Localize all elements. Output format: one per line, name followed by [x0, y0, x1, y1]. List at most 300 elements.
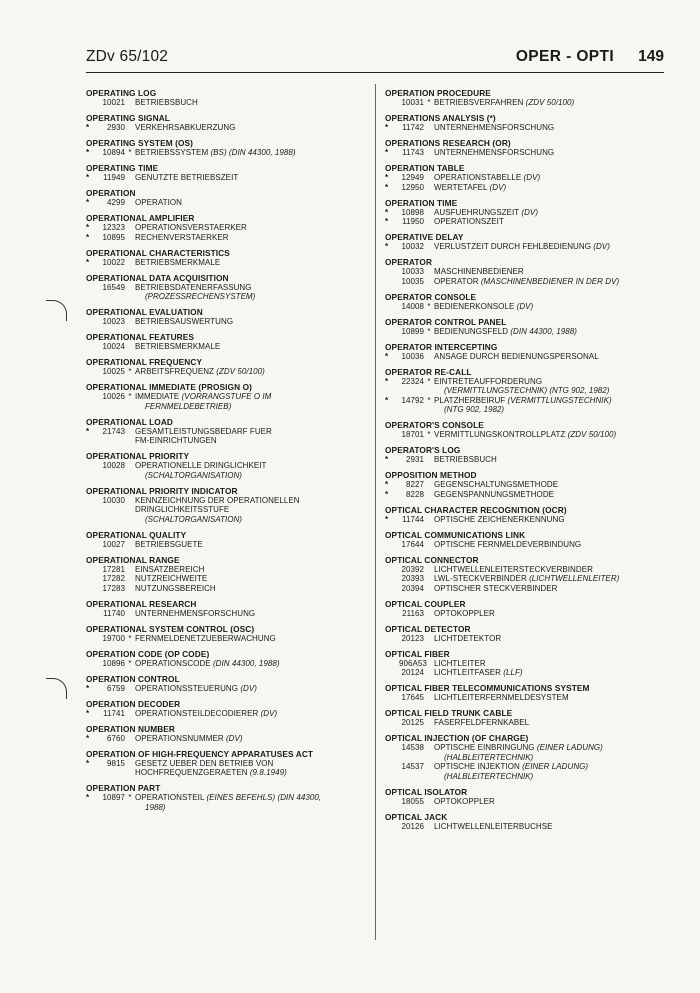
translation-text: RECHENVERSTAERKER: [135, 232, 229, 242]
translation-text: OPERATIONSCODE: [135, 658, 211, 668]
entry-code: 18701: [401, 430, 424, 439]
asterisk-marker: *: [86, 173, 90, 182]
usage-note: (VERMITTLUNGSTECHNIK): [507, 395, 612, 405]
asterisk-marker: [385, 634, 399, 644]
german-translation: [135, 198, 370, 208]
entry-code: 6759: [107, 683, 125, 693]
german-translation: [135, 223, 370, 233]
dictionary-entry: [385, 555, 665, 594]
usage-note-continuation: (SCHALTORGANISATION): [145, 470, 242, 480]
entry-term: OPTICAL COUPLER: [385, 598, 466, 609]
translation-row: [385, 515, 665, 525]
asterisk-marker: *: [385, 217, 389, 226]
star-marker: [424, 515, 434, 525]
german-translation: [434, 98, 665, 108]
asterisk-marker: [385, 327, 399, 337]
entry-term: OPERATIONAL AMPLIFIER: [86, 213, 195, 223]
star-marker: [125, 258, 135, 268]
usage-note: (DV): [489, 182, 507, 192]
entry-code: 2931: [406, 455, 424, 464]
star-marker: [424, 565, 434, 575]
dictionary-entry: [86, 307, 370, 327]
translation-row: [86, 734, 370, 744]
entry-term: OPERATING TIME: [86, 163, 159, 173]
german-translation: [135, 427, 370, 446]
asterisk-marker: [385, 762, 399, 772]
asterisk-marker: *: [86, 198, 90, 207]
translation-text: BETRIEBSDATENERFASSUNG: [135, 282, 252, 292]
usage-note-continuation: (HALBLEITERTECHNIK): [444, 752, 534, 762]
entry-term: OPERATIONAL CHARACTERISTICS: [86, 247, 230, 258]
entry-code: 20123: [401, 633, 424, 643]
asterisk-marker: *: [385, 123, 389, 132]
translation-row: [385, 718, 665, 728]
translation-text: OPERATION: [135, 198, 182, 207]
asterisk-marker: [385, 267, 399, 277]
german-translation: [434, 327, 665, 337]
translation-row: [385, 302, 665, 312]
star-marker: [125, 565, 135, 575]
entry-term: OPERATIONAL SYSTEM CONTROL (OSC): [86, 623, 255, 634]
star-marker: [125, 496, 135, 515]
star-marker: [125, 759, 135, 778]
dictionary-entry: [385, 505, 665, 525]
usage-note: (LICHTWELLENLEITER): [529, 574, 620, 583]
asterisk-marker: [86, 98, 100, 108]
entry-code: 8228: [406, 489, 424, 499]
star-marker: *: [427, 376, 431, 386]
translation-row: [86, 98, 370, 108]
entry-code: 14537: [401, 762, 424, 771]
star-marker: [125, 461, 135, 471]
translation-row: [86, 659, 370, 669]
asterisk-marker: [86, 584, 100, 594]
entry-code: 2930: [107, 123, 125, 132]
german-translation: [135, 123, 370, 133]
translation-row: [86, 461, 370, 471]
asterisk-marker: [86, 367, 100, 377]
entry-code: 14792: [401, 395, 424, 405]
dictionary-entry: [86, 486, 370, 525]
entry-code: 17283: [102, 583, 125, 593]
star-marker: [424, 277, 434, 287]
translation-row: [86, 198, 370, 208]
entry-term: OPTICAL INJECTION (OF CHARGE): [385, 733, 529, 743]
margin-bracket-mark: [46, 678, 67, 699]
entry-term: OPERATIONAL LOAD: [86, 416, 174, 427]
star-marker: [424, 762, 434, 772]
dictionary-entry: [86, 649, 370, 669]
entry-code: 12949: [401, 173, 424, 182]
translation-text: UNTERNEHMENSFORSCHUNG: [434, 123, 555, 132]
translation-row: [86, 148, 370, 158]
usage-note: (BS) (DIN 44300, 1988): [210, 148, 296, 157]
star-marker: *: [128, 367, 132, 376]
right-column: [385, 88, 665, 837]
translation-row: [86, 173, 370, 183]
left-column: [86, 88, 370, 818]
dictionary-entry: [385, 733, 665, 781]
german-translation: [434, 609, 665, 619]
asterisk-marker: *: [385, 148, 389, 157]
entry-code: 12950: [401, 182, 424, 192]
entry-term: OPERATIONS RESEARCH (OR): [385, 138, 511, 148]
dictionary-entry: [385, 257, 665, 286]
translation-row: [86, 392, 370, 402]
translation-row: [385, 797, 665, 807]
german-translation: [135, 317, 370, 327]
entry-term: OPERATION OF HIGH-FREQUENCY APPARATUSES ACT: [86, 748, 314, 759]
dictionary-entry: [385, 113, 665, 133]
translation-text: FERNMELDENETZUEBERWACHUNG: [135, 633, 276, 643]
entry-term: OPERATING SIGNAL: [86, 113, 170, 123]
translation-row: [86, 233, 370, 243]
star-marker: [125, 574, 135, 584]
asterisk-marker: [86, 342, 100, 352]
translation-text: MASCHINENBEDIENER: [434, 267, 524, 276]
entry-code: 18055: [401, 796, 424, 806]
asterisk-marker: *: [385, 489, 389, 499]
star-marker: [125, 283, 135, 293]
translation-text: OPERATIONSZEIT: [434, 217, 504, 226]
entry-term: OPERATOR RE-CALL: [385, 366, 472, 377]
dictionary-entry: [385, 138, 665, 158]
translation-row: [86, 609, 370, 619]
entry-code: 10030: [102, 495, 125, 505]
usage-note-continuation: (NTG 902, 1982): [444, 405, 505, 414]
translation-text: GENUTZTE BETRIEBSZEIT: [135, 173, 239, 182]
german-translation: [434, 515, 665, 525]
german-translation: [135, 684, 370, 694]
translation-row: [86, 634, 370, 644]
translation-row: [385, 659, 665, 669]
entry-code: 10024: [102, 342, 125, 351]
dictionary-entry: [86, 699, 370, 719]
usage-note-continuation: (VERMITTLUNGSTECHNIK) (NTG 902, 1982): [444, 386, 610, 395]
translation-text: OPTISCHER STECKVERBINDER: [434, 583, 558, 593]
translation-text: OPERATIONSVERSTAERKER: [135, 223, 247, 232]
german-translation: [135, 98, 370, 108]
page-header: [86, 48, 664, 70]
translation-text: LICHTLEITER: [434, 658, 486, 668]
star-marker: *: [128, 633, 132, 643]
german-translation: [135, 793, 370, 803]
dictionary-entry: [385, 708, 665, 728]
entry-code: 11743: [402, 148, 424, 157]
entry-code: 16549: [102, 282, 125, 292]
header-rule: [86, 72, 664, 73]
asterisk-marker: *: [385, 242, 389, 251]
translation-row: [86, 574, 370, 584]
dictionary-entry: [86, 138, 370, 158]
translation-row: [385, 565, 665, 575]
translation-text: OPERATOR: [434, 276, 479, 286]
german-translation: [434, 540, 665, 550]
star-marker: [424, 267, 434, 277]
usage-note: (DV): [260, 708, 278, 718]
dictionary-entry: [86, 88, 370, 108]
entry-term: OPERATIONAL QUALITY: [86, 529, 187, 540]
star-marker: [424, 659, 434, 669]
entry-term: OPERATIONS ANALYSIS (*): [385, 113, 496, 123]
dictionary-entry: [86, 674, 370, 694]
asterisk-marker: *: [385, 207, 389, 217]
translation-row: [86, 759, 370, 778]
star-marker: *: [128, 793, 132, 802]
usage-note: (EINER LADUNG): [522, 762, 589, 771]
asterisk-marker: [86, 574, 100, 584]
entry-code: 10896: [102, 658, 125, 668]
german-translation: [135, 540, 370, 550]
dictionary-entry: [385, 445, 665, 465]
translation-row: [385, 822, 665, 832]
star-marker: [125, 684, 135, 694]
german-translation: [434, 173, 665, 183]
translation-row: [86, 565, 370, 575]
entry-code: 10897: [102, 793, 125, 802]
entry-term: OPERATION TABLE: [385, 163, 465, 173]
translation-text: FASERFELDFERNKABEL: [434, 718, 530, 727]
usage-note: (LLF): [503, 668, 523, 677]
usage-note: (DIN 44300, 1988): [510, 326, 578, 336]
translation-text: EINSATZBEREICH: [135, 564, 205, 574]
translation-text: OPERATIONELLE DRINGLICHKEIT: [135, 461, 267, 470]
translation-text: NUTZREICHWEITE: [135, 574, 208, 583]
entry-code: 10036: [401, 351, 424, 361]
star-marker: [125, 198, 135, 208]
entry-code: 10895: [102, 232, 125, 242]
star-marker: [424, 183, 434, 193]
usage-note-continuation: (HALBLEITERTECHNIK): [444, 771, 534, 781]
entry-code: 4299: [107, 198, 125, 207]
entry-code: 10023: [102, 317, 125, 326]
star-marker: [125, 734, 135, 744]
entry-term: OPERATIONAL PRIORITY: [86, 451, 190, 461]
translation-text: GEGENSCHALTUNGSMETHODE: [434, 480, 559, 489]
entry-code: 9815: [107, 758, 125, 768]
translation-text: VERKEHRSABKUERZUNG: [135, 123, 236, 132]
dictionary-entry: [86, 382, 370, 411]
translation-row: [385, 98, 665, 108]
translation-row: [385, 183, 665, 193]
dictionary-entry: [385, 530, 665, 550]
header-right: [516, 48, 664, 66]
usage-note: (EINES BEFEHLS) (DIN 44300,: [206, 793, 322, 802]
dictionary-entry: [385, 599, 665, 619]
dictionary-entry: [86, 451, 370, 480]
translation-row: [86, 793, 370, 803]
german-translation: [434, 743, 665, 753]
translation-text: ARBEITSFREQUENZ: [135, 367, 214, 376]
asterisk-marker: [86, 283, 100, 293]
entry-code: 17644: [401, 539, 424, 549]
german-translation: [434, 148, 665, 158]
star-marker: [424, 455, 434, 465]
asterisk-marker: *: [86, 257, 90, 267]
dictionary-entry: [385, 624, 665, 644]
asterisk-marker: *: [385, 480, 389, 489]
entry-code: 10025: [102, 367, 125, 376]
dictionary-entry: [385, 420, 665, 440]
entry-term: OPERATION CONTROL: [86, 673, 180, 684]
german-translation: [434, 565, 665, 575]
entry-code: 10899: [401, 326, 424, 336]
star-marker: [424, 490, 434, 500]
star-marker: [424, 797, 434, 807]
entry-code: 11744: [402, 514, 424, 524]
entry-code: 906A53: [399, 658, 427, 668]
entry-term: OPERATOR: [385, 257, 433, 267]
translation-row: [385, 267, 665, 277]
translation-text: BETRIEBSSYSTEM: [135, 148, 209, 157]
entry-term: OPERATIONAL IMMEDIATE (PROSIGN O): [86, 382, 253, 392]
entry-term: OPTICAL COMMUNICATIONS LINK: [385, 529, 526, 540]
asterisk-marker: *: [385, 514, 389, 524]
dictionary-entry: [86, 530, 370, 550]
asterisk-marker: [385, 584, 399, 594]
translation-row: [385, 173, 665, 183]
translation-text: BETRIEBSMERKMALE: [135, 257, 221, 267]
asterisk-marker: [385, 822, 399, 832]
asterisk-marker: [385, 609, 399, 619]
margin-bracket-mark: [46, 300, 67, 321]
translation-row: [385, 377, 665, 387]
usage-note: (ZDV 50/100): [567, 430, 617, 439]
document-id: ZDv 65/102: [86, 48, 169, 65]
star-marker: [125, 709, 135, 719]
german-translation: [434, 797, 665, 807]
translation-row: [86, 540, 370, 550]
german-translation: [135, 367, 370, 377]
entry-term: OPERATIONAL RANGE: [86, 554, 180, 565]
star-marker: [125, 540, 135, 550]
dictionary-entry: [385, 317, 665, 337]
asterisk-marker: [385, 797, 399, 807]
german-translation: [135, 734, 370, 744]
dictionary-entry: [86, 248, 370, 268]
star-marker: [125, 98, 135, 108]
asterisk-marker: *: [86, 733, 90, 743]
dictionary-entry: [385, 787, 665, 807]
entry-code: 22324: [401, 376, 424, 386]
entry-code: 11949: [103, 173, 125, 182]
translation-text: BETRIEBSVERFAHREN: [434, 98, 524, 107]
german-translation: [135, 342, 370, 352]
usage-note: (DV): [593, 242, 610, 251]
german-translation: [434, 584, 665, 594]
translation-text: OPERATIONSTEIL: [135, 793, 205, 802]
german-translation: [135, 283, 370, 293]
german-translation: [135, 461, 370, 471]
translation-row: [385, 668, 665, 678]
asterisk-marker: *: [86, 708, 90, 718]
dictionary-entry: [86, 213, 370, 242]
dictionary-entry: [86, 599, 370, 619]
asterisk-marker: *: [385, 455, 389, 464]
translation-text: LICHTWELLENLEITERSTECKVERBINDER: [434, 564, 593, 574]
translation-text: GESAMTLEISTUNGSBEDARF FUER FM-EINRICHTUNGEN: [135, 426, 272, 445]
translation-text: OPTISCHE ZEICHENERKENNUNG: [434, 514, 565, 524]
entry-code: 21163: [402, 608, 424, 618]
star-marker: [424, 217, 434, 227]
asterisk-marker: *: [86, 758, 90, 768]
star-marker: *: [427, 395, 431, 405]
entry-term: OPERATING LOG: [86, 88, 157, 98]
dictionary-entry: [385, 88, 665, 108]
german-translation: [135, 659, 370, 669]
entry-code: 10028: [102, 461, 125, 470]
asterisk-marker: [385, 574, 399, 584]
star-marker: [424, 148, 434, 158]
entry-term: OPTICAL ISOLATOR: [385, 786, 468, 797]
star-marker: [125, 123, 135, 133]
asterisk-marker: [86, 609, 100, 619]
translation-row: [86, 223, 370, 233]
asterisk-marker: [86, 392, 100, 402]
dictionary-entry: [86, 724, 370, 744]
entry-term: OPERATION: [86, 188, 136, 198]
german-translation: [135, 759, 370, 778]
german-translation: [135, 173, 370, 183]
entry-code: 11742: [402, 123, 424, 132]
entry-term: OPTICAL FIBER: [385, 648, 450, 659]
translation-text: OPTISCHE FERNMELDEVERBINDUNG: [434, 539, 582, 549]
usage-note: (ZDV 50/100): [525, 98, 575, 107]
german-translation: [434, 693, 665, 703]
translation-text: GEGENSPANNUNGSMETHODE: [434, 489, 555, 499]
entry-term: OPERATION PART: [86, 783, 161, 793]
german-translation: [434, 277, 665, 287]
star-marker: [424, 574, 434, 584]
star-marker: [125, 342, 135, 352]
translation-row: [385, 584, 665, 594]
usage-note: (ZDV 50/100): [216, 367, 265, 376]
translation-row: [385, 480, 665, 490]
translation-text: AUSFUEHRUNGSZEIT: [434, 207, 520, 217]
dictionary-entry: [385, 342, 665, 362]
asterisk-marker: [86, 565, 100, 575]
translation-row: [385, 396, 665, 406]
usage-note: (MASCHINENBEDIENER IN DER DV): [480, 276, 620, 286]
usage-note: (DV): [516, 301, 534, 311]
entry-code: 11950: [402, 217, 424, 226]
dictionary-entry: [86, 783, 370, 812]
german-translation: [434, 762, 665, 772]
asterisk-marker: [385, 565, 399, 575]
german-translation: [434, 574, 665, 584]
entry-term: OPERATION PROCEDURE: [385, 88, 491, 98]
dictionary-entry: [385, 649, 665, 678]
dictionary-entry: [385, 812, 665, 832]
translation-row: [385, 277, 665, 287]
entry-term: OPERATIONAL FREQUENCY: [86, 357, 203, 367]
asterisk-marker: *: [385, 351, 389, 361]
german-translation: [135, 392, 370, 402]
translation-row: [86, 283, 370, 293]
star-marker: [424, 352, 434, 362]
translation-row: [86, 496, 370, 515]
asterisk-marker: *: [385, 182, 389, 192]
entry-term: OPTICAL JACK: [385, 811, 448, 822]
translation-text: UNTERNEHMENSFORSCHUNG: [434, 148, 555, 157]
star-marker: [424, 718, 434, 728]
translation-row: [385, 743, 665, 753]
dictionary-entry: [86, 332, 370, 352]
dictionary-entry: [86, 113, 370, 133]
translation-row: [385, 609, 665, 619]
entry-term: OPERATIONAL DATA ACQUISITION: [86, 272, 229, 283]
translation-text: OPTISCHE INJEKTION: [434, 762, 520, 771]
